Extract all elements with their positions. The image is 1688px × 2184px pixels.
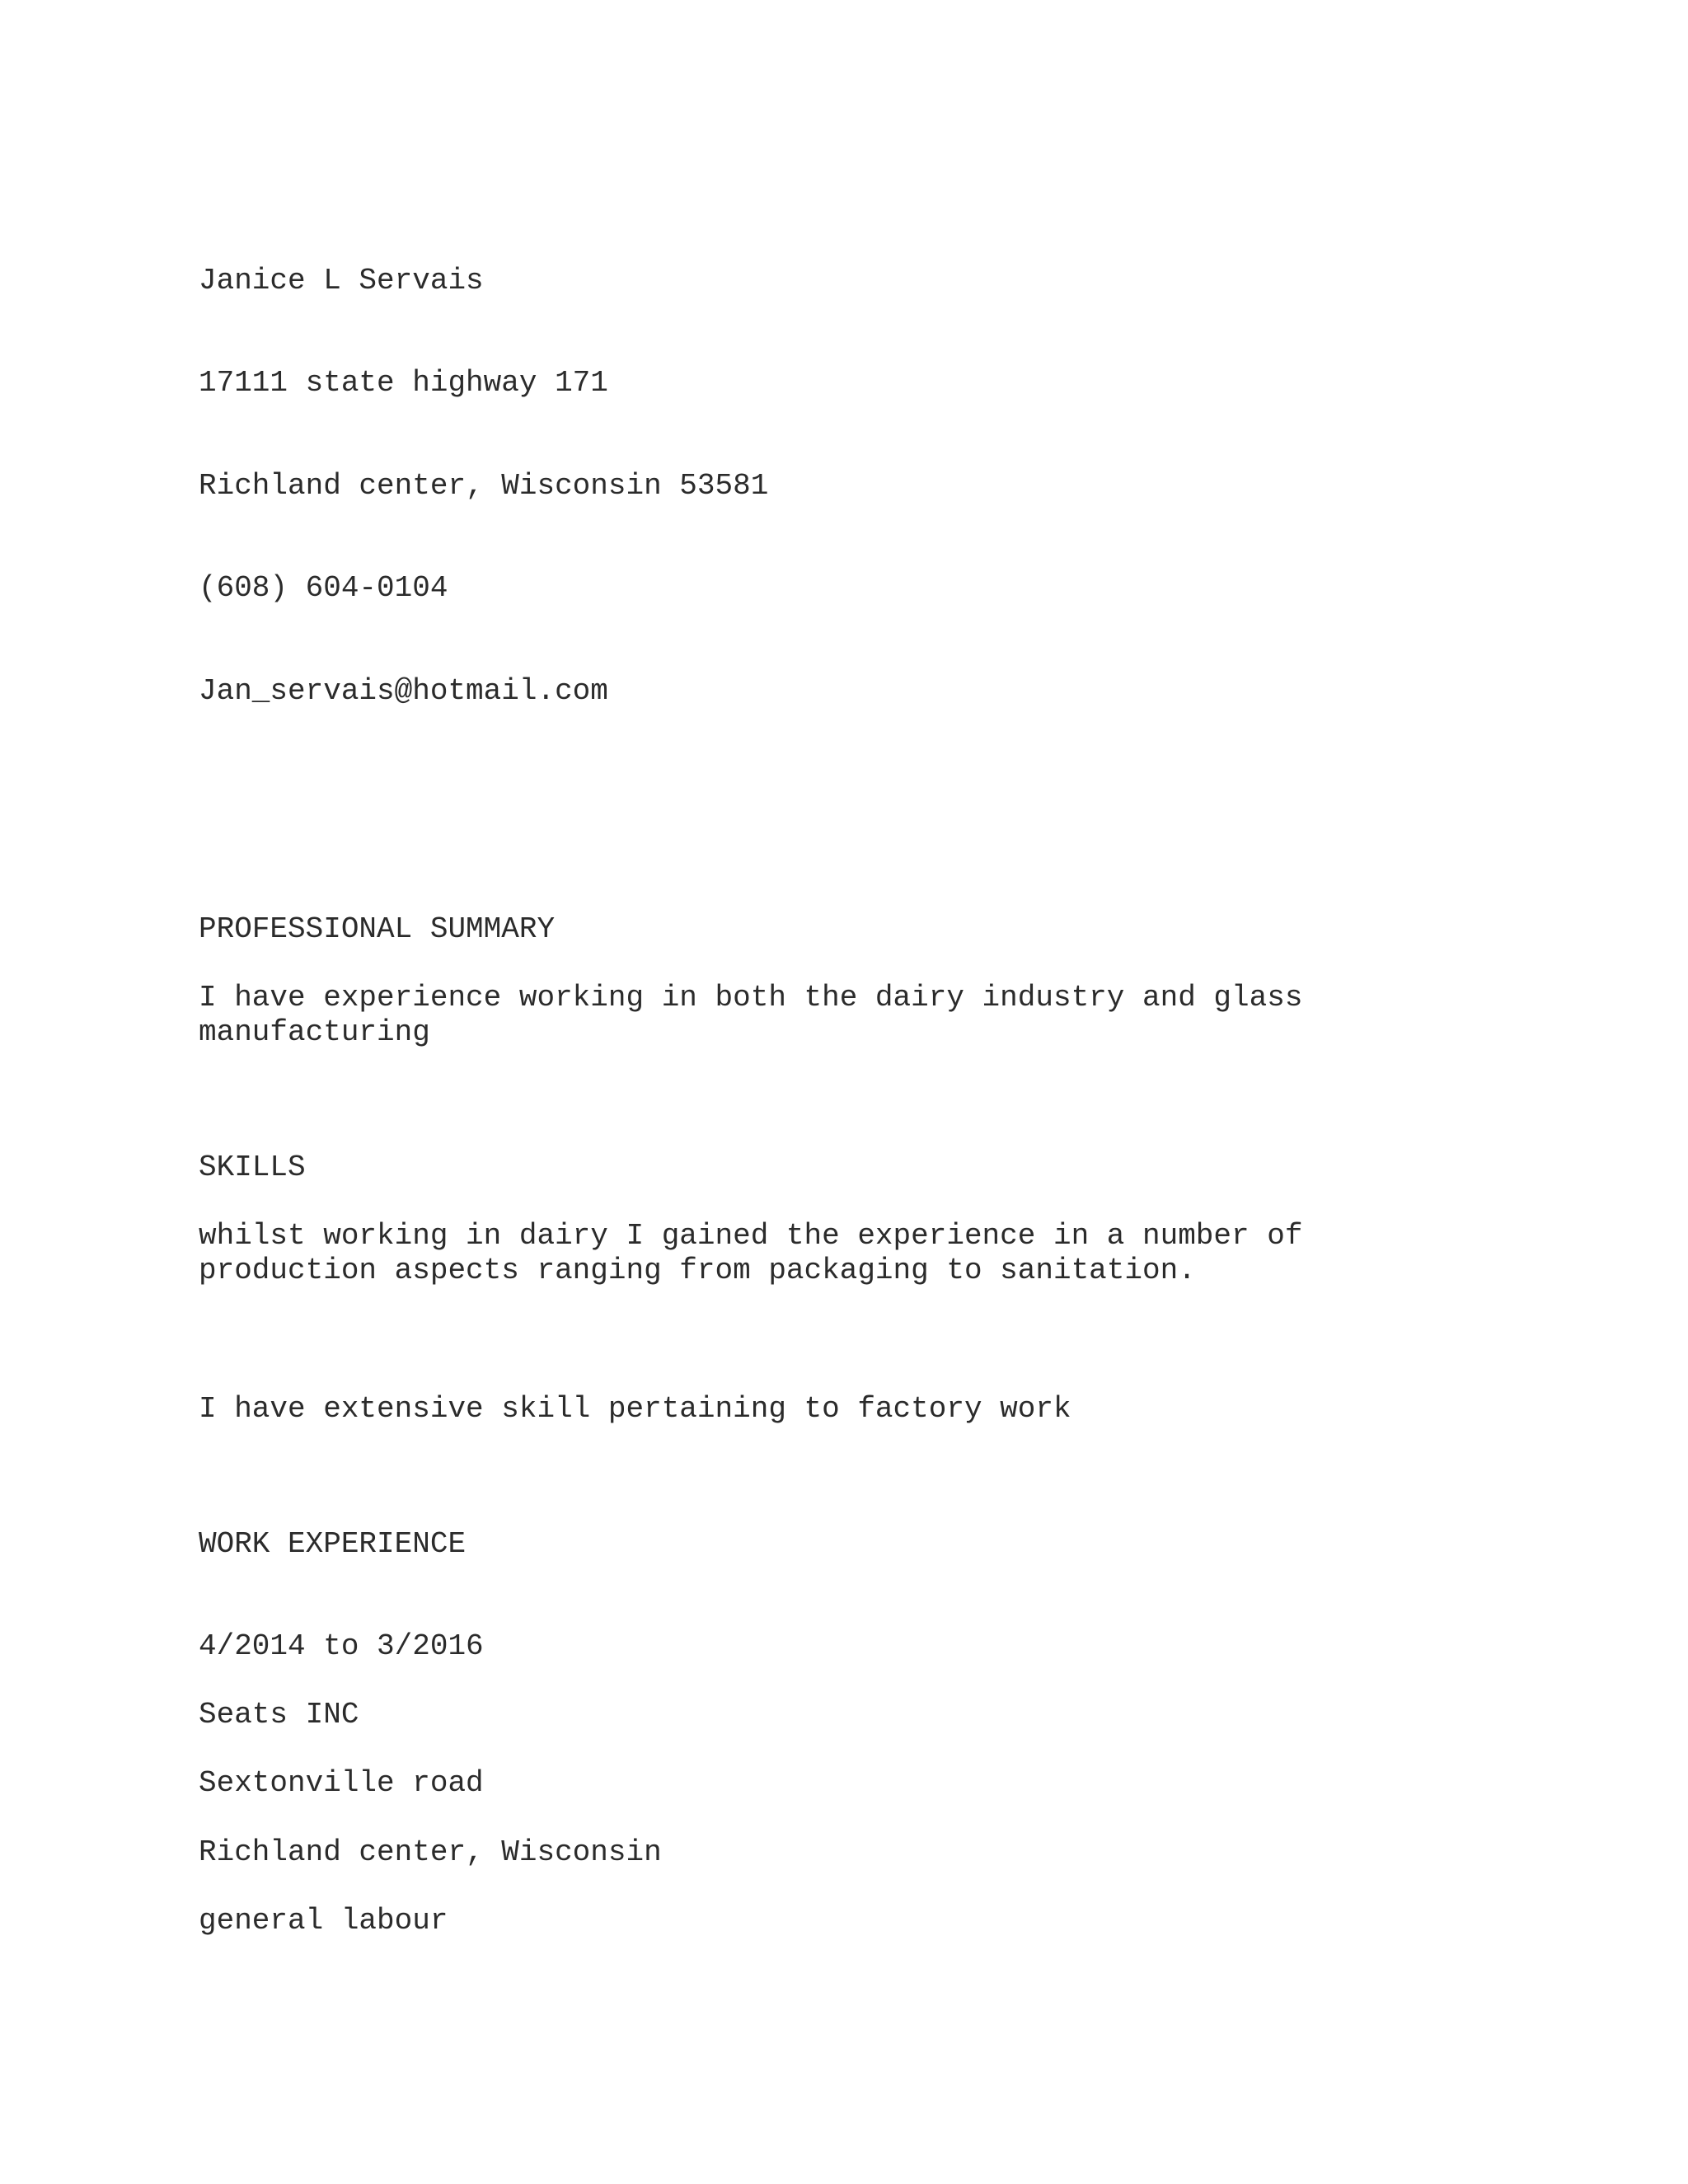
contact-email: Jan_servais@hotmail.com <box>199 674 608 708</box>
work-company: Seats INC <box>199 1698 359 1732</box>
work-dates: 4/2014 to 3/2016 <box>199 1629 484 1663</box>
skills-text-line3: I have extensive skill pertaining to factory work <box>199 1392 1071 1426</box>
work-role: general labour <box>199 1904 448 1938</box>
skills-text-line2: production aspects ranging from packaging to sanitation. <box>199 1254 1196 1287</box>
skills-text-line1: whilst working in dairy I gained the experience in a number of <box>199 1219 1303 1253</box>
contact-phone: (608) 604-0104 <box>199 571 448 605</box>
skills-heading: SKILLS <box>199 1151 306 1184</box>
work-street: Sextonville road <box>199 1766 484 1800</box>
contact-name: Janice L Servais <box>199 264 484 298</box>
summary-heading: PROFESSIONAL SUMMARY <box>199 912 556 946</box>
contact-address-line2: Richland center, Wisconsin 53581 <box>199 469 769 503</box>
summary-text-line2: manufacturing <box>199 1015 430 1049</box>
summary-text-line1: I have experience working in both the dairy industry and glass <box>199 981 1303 1015</box>
contact-address-line1: 17111 state highway 171 <box>199 366 608 400</box>
work-experience-heading: WORK EXPERIENCE <box>199 1527 467 1561</box>
work-city: Richland center, Wisconsin <box>199 1835 662 1869</box>
